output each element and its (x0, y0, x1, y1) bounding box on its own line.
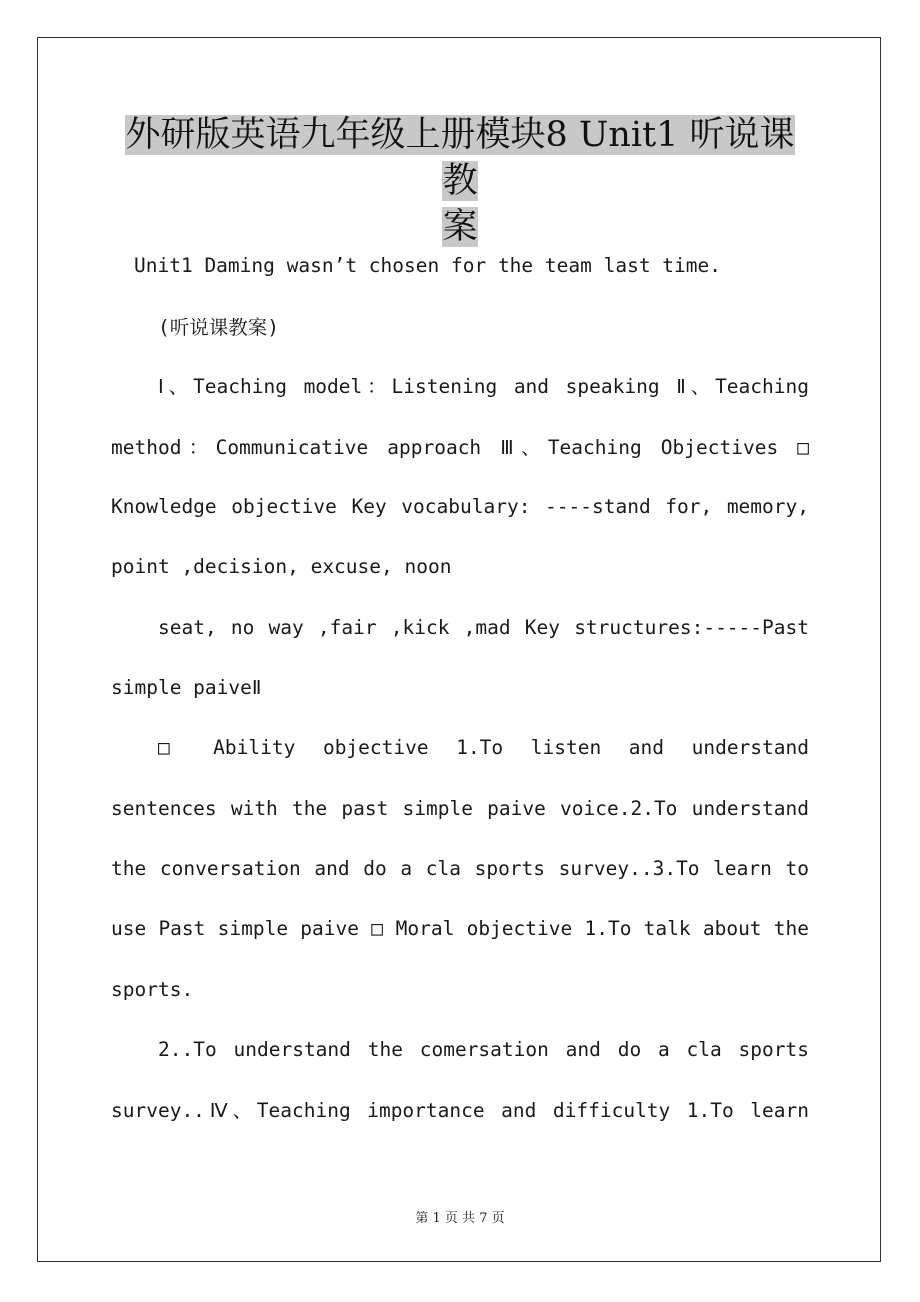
text-line-15: survey..Ⅳ、Teaching importance and difficulty 1.To learn (111, 1099, 809, 1122)
text-line-5: Knowledge objective Key vocabulary: ----stand for, memory, (111, 495, 809, 518)
text-line-6: point ,decision, excuse, noon (111, 555, 452, 578)
document-title (110, 112, 810, 250)
text-line-14: 2..To understand the comersation and do a cla sports (158, 1038, 809, 1061)
text-line-1: Unit1 Daming wasn’t chosen for the team last time. (134, 254, 721, 277)
title-highlight-1: 外研版英语九年级上册模块 (125, 115, 546, 155)
text-line-2: (听说课教案) (158, 316, 279, 339)
text-line-11: the conversation and do a cla sports survey..3.To learn to (111, 857, 809, 880)
text-line-13: sports. (111, 978, 194, 1001)
title-highlight-2: 8 Unit1 听说课教 (442, 115, 795, 201)
text-line-4: method：Communicative approach Ⅲ、Teaching Objectives □ (111, 436, 809, 459)
text-line-3: Ⅰ、Teaching model：Listening and speaking Ⅱ、Teaching (158, 375, 809, 398)
title-highlight-3: 案 (442, 207, 478, 247)
text-line-9: □ Ability objective 1.To listen and understand (158, 736, 809, 759)
text-line-10: sentences with the past simple paive voice.2.To understand (111, 797, 809, 820)
text-line-8: simple paiveⅡ (111, 676, 262, 699)
text-line-12: use Past simple paive □ Moral objective 1.To talk about the (111, 917, 809, 940)
text-line-7: seat, no way ,fair ,kick ,mad Key structures:-----Past (158, 616, 809, 639)
page-footer: 第 1 页 共 7 页 (415, 1211, 505, 1226)
